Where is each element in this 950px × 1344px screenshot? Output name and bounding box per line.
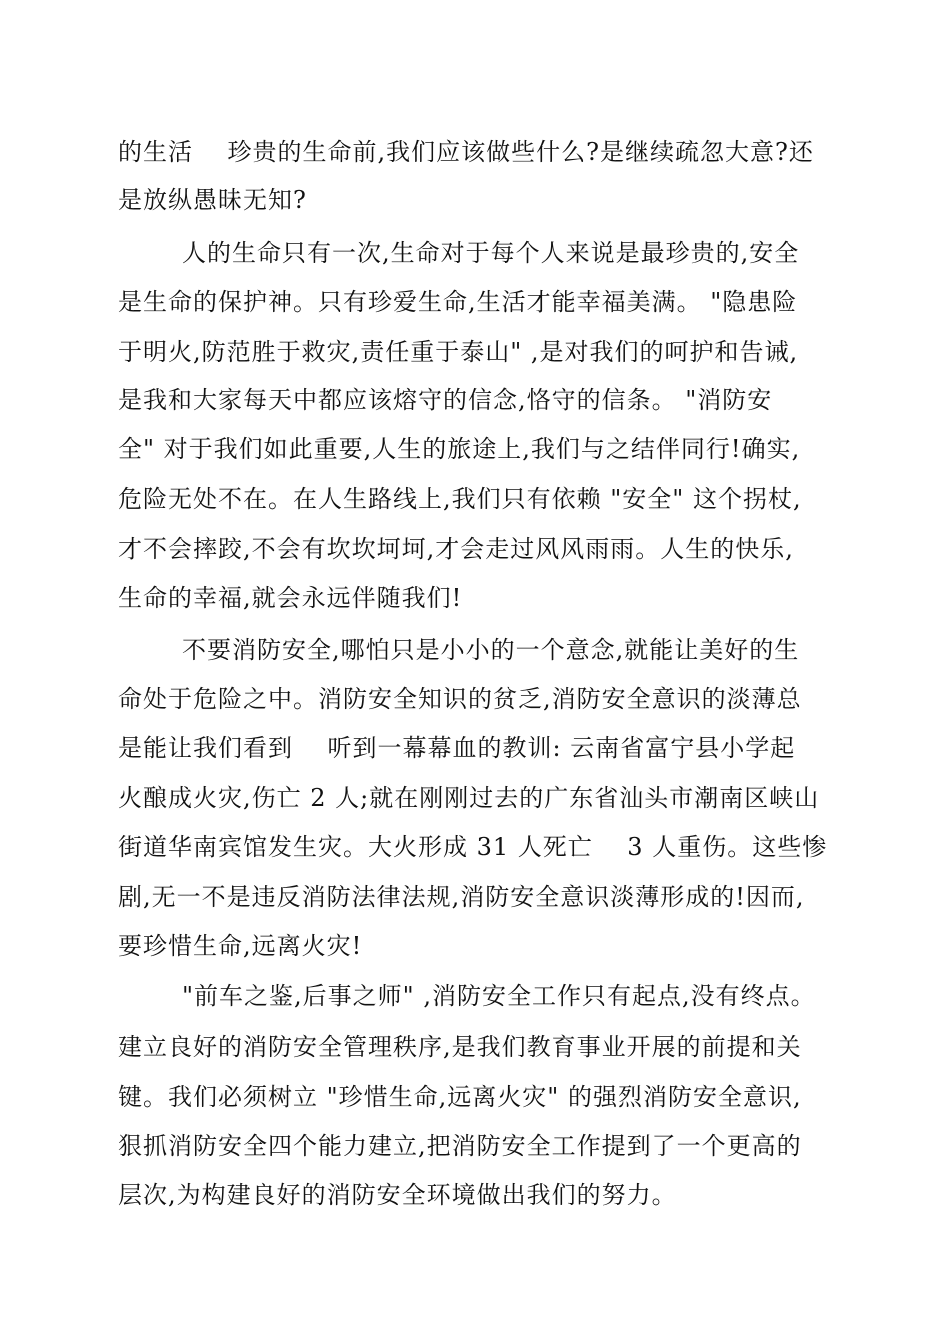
text-line: 火酿成火灾,伤亡 2 人;就在刚刚过去的广东省汕头市潮南区峡山: [118, 784, 820, 812]
text-line: 于明火,防范胜于救灾,责任重于泰山" ,是对我们的呵护和告诫,: [118, 338, 799, 366]
text-line: 命处于危险之中。消防安全知识的贫乏,消防安全意识的淡薄总: [118, 685, 802, 713]
text-line: 是放纵愚昧无知?: [118, 186, 307, 214]
text-line: 街道华南宾馆发生灾。大火形成 31 人死亡 3 人重伤。这些惨: [118, 833, 828, 861]
text-line: 是我和大家每天中都应该熔守的信念,恪守的信条。 "消防安: [118, 386, 773, 414]
text-line: 建立良好的消防安全管理秩序,是我们教育事业开展的前提和关: [118, 1033, 802, 1061]
text-line: 要珍惜生命,远离火灾!: [118, 932, 363, 960]
paragraph-first-line: 人的生命只有一次,生命对于每个人来说是最珍贵的,安全: [182, 239, 800, 267]
text-line: 生命的幸福,就会永远伴随我们!: [118, 584, 463, 612]
text-line: 是能让我们看到 听到一幕幕血的教训: 云南省富宁县小学起: [118, 734, 796, 762]
text-line: 才不会摔跤,不会有坎坎坷坷,才会走过风风雨雨。人生的快乐,: [118, 535, 794, 563]
text-line: 全" 对于我们如此重要,人生的旅途上,我们与之结伴同行!确实,: [118, 435, 801, 463]
paragraph-first-line: "前车之鉴,后事之师" ,消防安全工作只有起点,没有终点。: [182, 982, 816, 1010]
paragraph-first-line: 不要消防安全,哪怕只是小小的一个意念,就能让美好的生: [182, 636, 800, 664]
text-line: 层次,为构建良好的消防安全环境做出我们的努力。: [118, 1181, 677, 1209]
text-line: 危险无处不在。在人生路线上,我们只有依赖 "安全" 这个拐杖,: [118, 485, 802, 513]
text-line: 狠抓消防安全四个能力建立,把消防安全工作提到了一个更高的: [118, 1132, 802, 1160]
text-line: 是生命的保护神。只有珍爱生命,生活才能幸福美满。 "隐患险: [118, 288, 798, 316]
text-line: 剧,无一不是违反消防法律法规,消防安全意识淡薄形成的!因而,: [118, 883, 805, 911]
text-line: 键。我们必须树立 "珍惜生命,远离火灾" 的强烈消防安全意识,: [118, 1083, 802, 1111]
text-line: 的生活 珍贵的生命前,我们应该做些什么?是继续疏忽大意?还: [118, 138, 814, 166]
